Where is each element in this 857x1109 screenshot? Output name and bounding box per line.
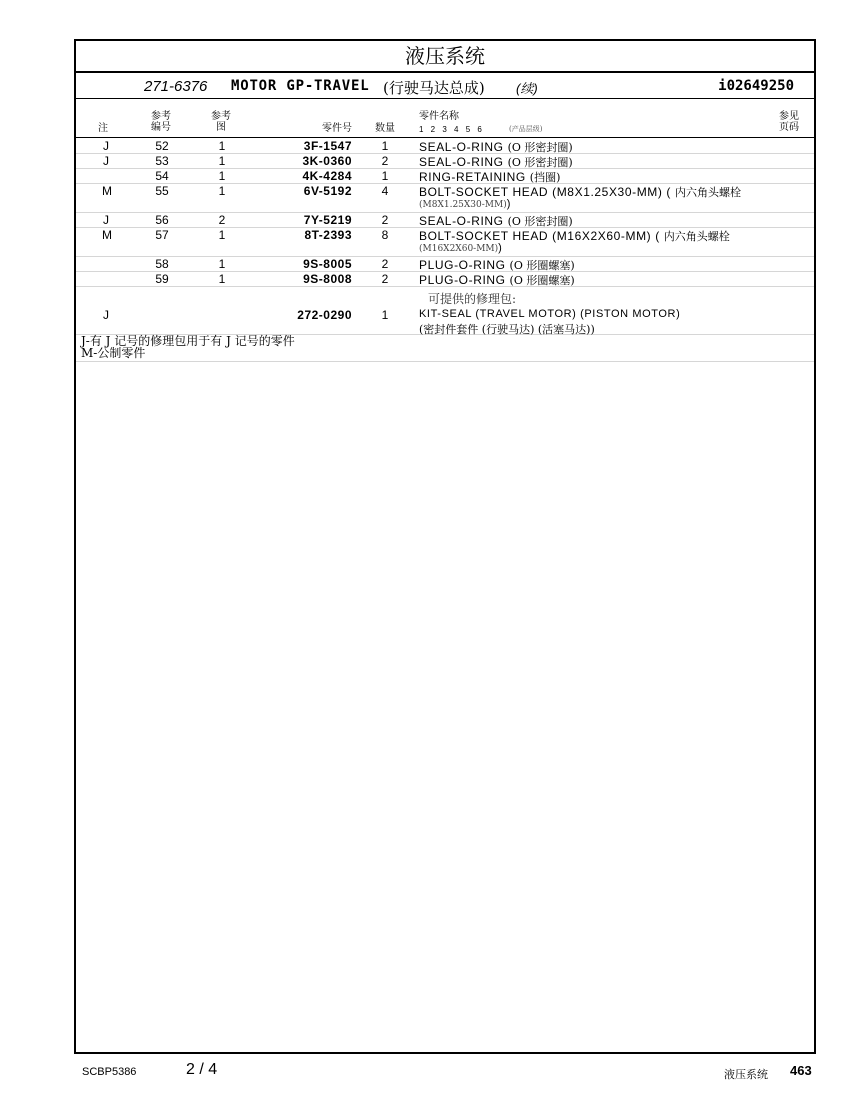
row-part-name: SEAL-O-RING (O 形密封圈) [419,140,573,154]
legend-j: J-有 J 记号的修理包用于有 J 记号的零件 [81,334,295,348]
table-row [76,153,814,169]
illustration-id: i02649250 [718,78,794,94]
row-ref-number: 52 [155,139,169,153]
row-part-name-cn: (O 形密封圈) [507,156,573,169]
kit-row [76,306,814,335]
header-part-name: 零件名称 [419,111,459,122]
row-ref-number: 57 [155,228,169,242]
row-part-name-line2: (M16X2X60-MM)) [419,242,502,254]
row-figure: 1 [218,272,226,286]
row-ref-number: 54 [155,169,169,183]
row-figure: 1 [218,139,226,153]
legend-divider [76,361,814,362]
row-part-number: 3F-1547 [303,139,352,153]
group-continued: (续) [516,81,538,96]
table-row [76,212,814,228]
kit-part-number: 272-0290 [297,308,352,322]
row-part-name: BOLT-SOCKET HEAD (M8X1.25X30-MM) ( 内六角头螺栓 [419,185,741,199]
table-row [76,183,814,213]
row-qty: 4 [381,184,389,198]
row-note: M [102,184,112,198]
row-part-number: 9S-8005 [303,257,352,271]
row-note: J [103,139,109,153]
header-see-page: 参见 页码 [779,111,799,133]
header-ref-no: 参考 编号 [151,111,171,133]
row-part-name: SEAL-O-RING (O 形密封圈) [419,214,573,228]
row-qty: 2 [381,213,389,227]
row-ref-number: 55 [155,184,169,198]
row-part-name: BOLT-SOCKET HEAD (M16X2X60-MM) ( 内六角头螺栓 [419,229,730,243]
row-qty: 8 [381,228,389,242]
row-part-name-cn: 内六角头螺栓 [674,186,741,199]
row-part-name-cn: 内六角头螺栓 [663,230,730,243]
row-qty: 2 [381,154,389,168]
row-figure: 1 [218,154,226,168]
row-ref-number: 59 [155,272,169,286]
row-note: J [103,154,109,168]
row-part-name-cn: (O 形圈螺塞) [509,274,575,287]
kit-label: 可提供的修理包: [428,292,517,306]
group-name: MOTOR GP-TRAVEL [231,78,370,94]
row-part-number: 3K-0360 [302,154,352,168]
footer-section: 液压系统 [724,1068,768,1081]
page-frame [74,39,816,1054]
header-part-no: 零件号 [322,123,352,134]
row-part-name: SEAL-O-RING (O 形密封圈) [419,155,573,169]
header-qty: 数量 [375,123,395,134]
footer-page-number: 463 [790,1063,812,1078]
row-figure: 1 [218,228,226,242]
footer-code: SCBP5386 [82,1066,137,1078]
row-part-number: 7Y-5219 [303,213,352,227]
kit-name: KIT-SEAL (TRAVEL MOTOR) (PISTON MOTOR) [419,308,681,320]
row-part-name-line2: (M8X1.25X30-MM)) [419,198,511,210]
row-part-name-cn: (O 形圈螺塞) [509,259,575,272]
row-ref-number: 53 [155,154,169,168]
row-part-name-cn: (O 形密封圈) [507,215,573,228]
table-row [76,138,814,154]
group-header [76,72,814,99]
row-qty: 2 [381,257,389,271]
row-part-number: 9S-8008 [303,272,352,286]
table-row [76,168,814,184]
footer-pages: 2 / 4 [186,1061,218,1078]
table-row [76,256,814,272]
row-ref-number: 58 [155,257,169,271]
kit-name-cn: (密封件套件 (行驶马达) (活塞马达)) [419,323,595,336]
row-qty: 1 [381,169,389,183]
table-row [76,271,814,287]
row-ref-number: 56 [155,213,169,227]
header-fig: 参考 图 [211,111,231,133]
row-note: M [102,228,112,242]
header-levels-note: (产品层级) [509,125,543,133]
row-note: J [103,213,109,227]
row-part-number: 8T-2393 [304,228,352,242]
row-part-name: PLUG-O-RING (O 形圈螺塞) [419,273,575,287]
row-figure: 1 [218,184,226,198]
kit-qty: 1 [381,308,389,322]
group-name-cn: (行驶马达总成) [383,79,485,97]
row-qty: 2 [381,272,389,286]
row-part-name-cn: (O 形密封圈) [507,141,573,154]
row-part-name-cn: (挡圈) [529,171,561,184]
group-number: 271-6376 [144,78,208,95]
row-part-name: PLUG-O-RING (O 形圈螺塞) [419,258,575,272]
table-row [76,227,814,257]
row-figure: 1 [218,169,226,183]
row-figure: 1 [218,257,226,271]
header-levels: 1 2 3 4 5 6 [419,125,482,134]
row-figure: 2 [218,213,226,227]
header-note: 注 [98,123,108,134]
row-part-number: 6V-5192 [303,184,352,198]
kit-note: J [103,308,109,322]
legend-m: M-公制零件 [81,346,146,360]
row-qty: 1 [381,139,389,153]
section-title: 液压系统 [76,41,814,73]
row-part-name: RING-RETAINING (挡圈) [419,170,561,184]
row-part-number: 4K-4284 [302,169,352,183]
